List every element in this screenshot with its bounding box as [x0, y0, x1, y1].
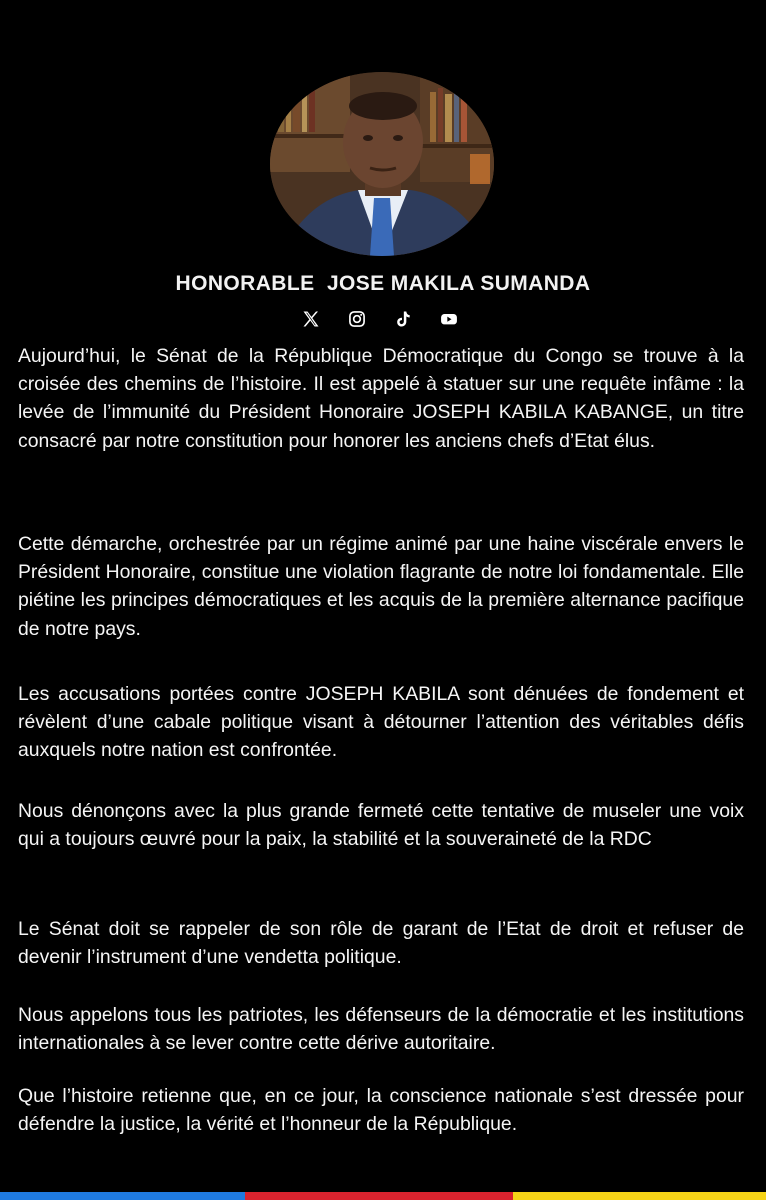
paragraph-7: Que l’histoire retienne que, en ce jour, la conscience nationale s’est dressée pour défendre la justice, la vérité et l’honneur de la République.: [18, 1085, 744, 1136]
flag-stripe-blue: [0, 1192, 245, 1200]
instagram-icon[interactable]: [346, 308, 368, 330]
profile-name: HONORABLE JOSE MAKILA SUMANDA: [175, 272, 591, 295]
paragraph-5: Le Sénat doit se rappeler de son rôle de garant de l’Etat de droit et refuser de devenir l’instrument d’une vendetta politique.: [18, 918, 744, 969]
social-links: [300, 307, 460, 331]
tiktok-icon[interactable]: [392, 308, 414, 330]
portrait-image: [270, 72, 494, 256]
paragraph-6: Nous appelons tous les patriotes, les défenseurs de la démocratie et les institutions internationales à se lever contre cette dérive autoritaire.: [18, 1004, 744, 1055]
flag-stripe-yellow: [513, 1192, 766, 1200]
paragraph-3: Les accusations portées contre JOSEPH KABILA sont dénuées de fondement et révèlent d’une cabale politique visant à détourner l’attention des véritables défis auxquels notre nation est confrontée.: [18, 683, 744, 762]
paragraph-1: Aujourd’hui, le Sénat de la République Démocratique du Congo se trouve à la croisée des chemins de l’histoire. Il est appelé à statuer sur une requête infâme : la levée de l’immunité du Président Honoraire JOSEPH KABILA KABANGE, un titre consacré par notre constitution pour honorer les anciens chefs d’Etat élus.: [18, 345, 744, 452]
flag-stripe-red: [245, 1192, 513, 1200]
paragraph-2: Cette démarche, orchestrée par un régime animé par une haine viscérale envers le Président Honoraire, constitue une violation flagrante de notre loi fondamentale. Elle piétine les principes démocratiques et les acquis de la première alternance pacifique de notre pays.: [18, 533, 744, 640]
x-icon[interactable]: [300, 308, 322, 330]
paragraph-4: Nous dénonçons avec la plus grande fermeté cette tentative de museler une voix qui a toujours œuvré pour la paix, la stabilité et la souveraineté de la RDC: [18, 800, 744, 851]
youtube-icon[interactable]: [438, 308, 460, 330]
profile-photo: [270, 72, 494, 256]
